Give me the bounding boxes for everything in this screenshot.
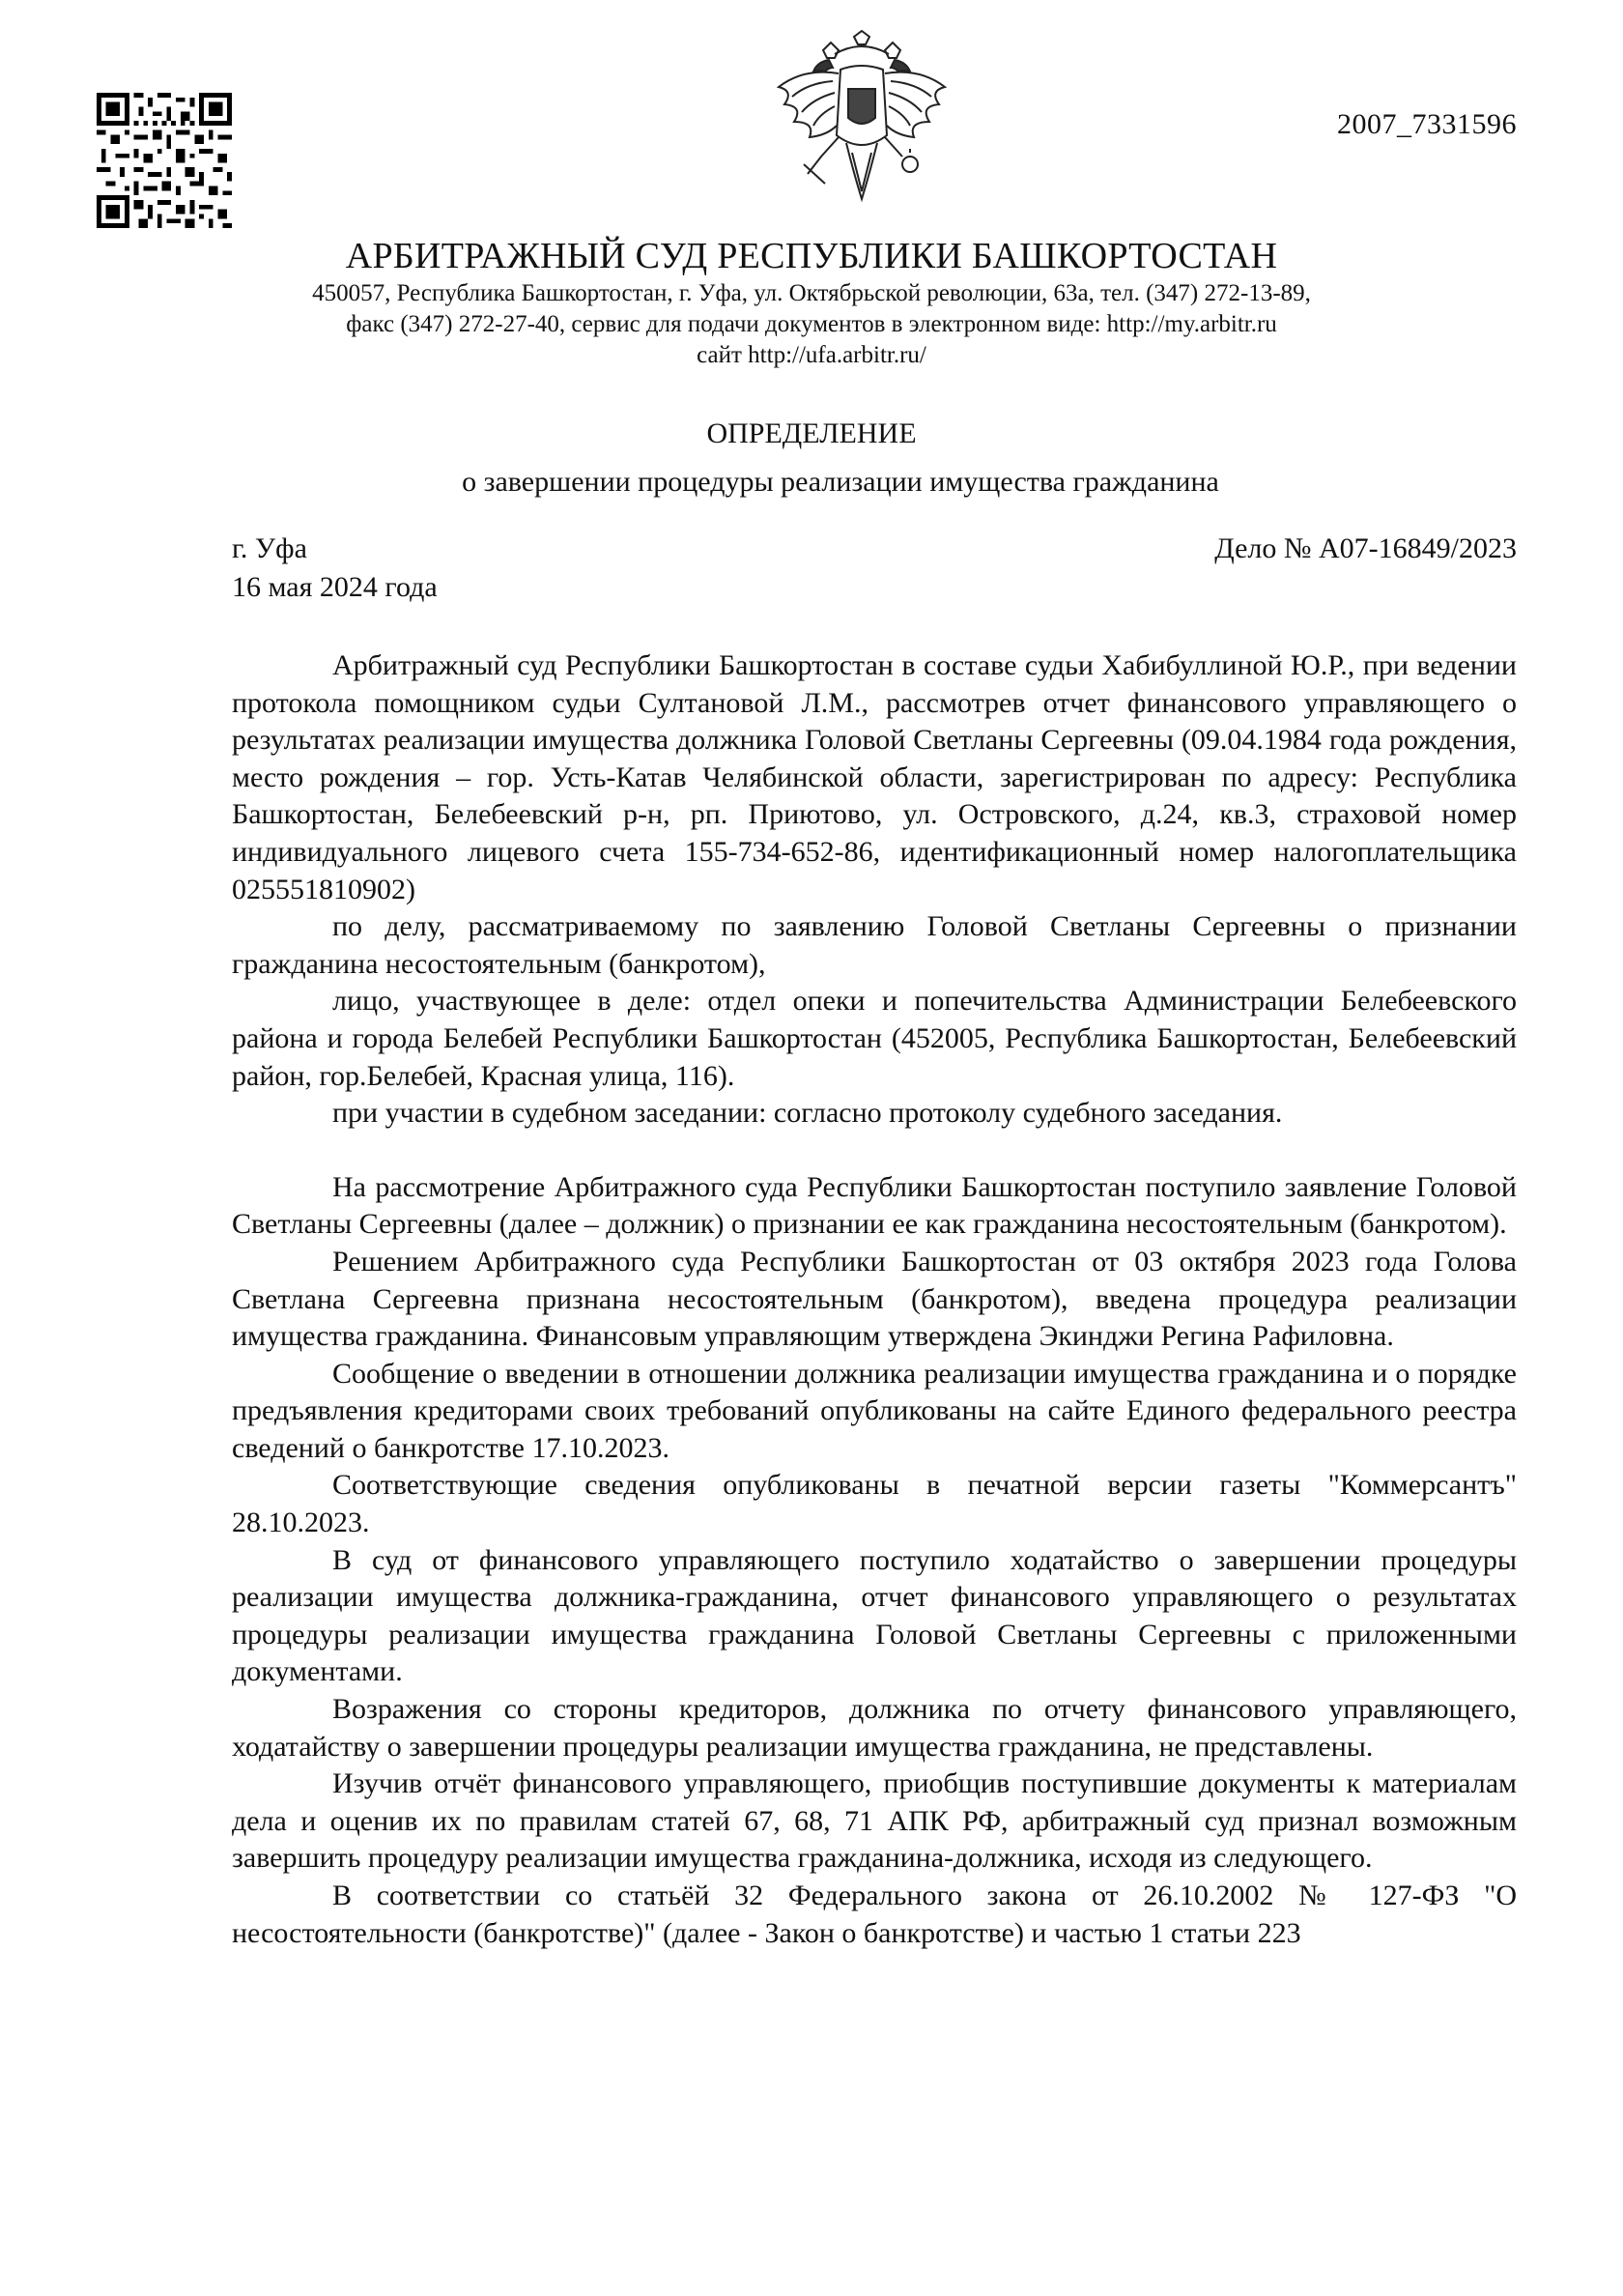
paragraph: На рассмотрение Арбитражного суда Республики Башкортостан поступило заявление Головой Светланы Сергеевны (далее – должник) о признании ее как гражданина несостоятельным (банкротом). [232,1170,1517,1241]
paragraph: Решением Арбитражного суда Республики Башкортостан от 03 октября 2023 года Голова Светлана Сергеевна признана несостоятельным (банкротом), введена процедура реализации имущества гражданина. Финансовым управляющим утверждена Экинджи Регина Рафиловна. [232,1245,1517,1353]
paragraph: лицо, участвующее в деле: отдел опеки и попечительства Администрации Белебеевского района и города Белебей Республики Башкортостан (452005, Республика Башкортостан, Белебеевский район, гор.Белебей, Красная улица, 116). [232,985,1517,1092]
court-website: сайт http://ufa.arbitr.ru/ [697,342,926,368]
document-title-block [0,416,1623,501]
coat-of-arms-icon [765,29,958,213]
document-body [232,647,1517,1952]
paragraph: Соответствующие сведения опубликованы в печатной версии газеты "Коммерсантъ" 28.10.2023. [232,1469,1517,1539]
case-number: Дело № А07-16849/2023 [1214,532,1517,564]
place-date-case-row [232,530,1517,607]
paragraph: по делу, рассматриваемому по заявлению Головой Светланы Сергеевны о признании гражданина несостоятельным (банкротом), [232,910,1517,980]
qr-code [97,93,232,228]
document-title: ОПРЕДЕЛЕНИЕ [706,417,917,449]
paragraph: Изучив отчёт финансового управляющего, приобщив поступившие документы к материалам дела и оценив их по правилам статей 67, 68, 71 АПК РФ, арбитражный суд признал возможным завершить процедуру реализации имущества гражданина-должника, исходя из следующего. [232,1767,1517,1875]
city: г. Уфа [232,532,307,564]
court-header [0,234,1623,371]
paragraph: Возражения со стороны кредиторов, должника по отчету финансового управляющего, ходатайству о завершении процедуры реализации имущества гражданина, не представлены. [232,1693,1517,1763]
paragraph: В соответствии со статьёй 32 Федерального закона от 26.10.2002 № 127-ФЗ "О несостоятельности (банкротстве)" (далее - Закон о банкротстве) и частью 1 статьи 223 [232,1880,1517,1949]
document-subtitle: о завершении процедуры реализации имущества гражданина [462,466,1219,498]
paragraph: при участии в судебном заседании: согласно протоколу судебного заседания. [332,1097,1283,1130]
date: 16 мая 2024 года [232,571,438,603]
paragraph: Сообщение о введении в отношении должника реализации имущества гражданина и о порядке предъявления кредиторами своих требований опубликованы на сайте Единого федерального реестра сведений о банкротстве 17.10.2023. [232,1357,1517,1464]
court-name: АРБИТРАЖНЫЙ СУД РЕСПУБЛИКИ БАШКОРТОСТАН [345,236,1278,276]
court-address-line-1: 450057, Республика Башкортостан, г. Уфа, ул. Октябрьской революции, 63а, тел. (347) 272-13-89, [312,280,1311,306]
paragraph: Арбитражный суд Республики Башкортостан в составе судьи Хабибуллиной Ю.Р., при ведении протокола помощником судьи Султановой Л.М., рассмотрев отчет финансового управляющего о результатах реализации имущества должника Головой Светланы Сергеевны (09.04.1984 года рождения, место рождения – гор. Усть-Катав Челябинской области, зарегистрирован по адресу: Республика Башкортостан, Белебеевский р-н, рп. Приютово, ул. Островского, д.24, кв.3, страховой номер индивидуального лицевого счета 155-734-652-86, идентификационный номер налогоплательщика 025551810902) [232,649,1517,905]
document-number: 2007_7331596 [1337,108,1517,140]
court-address-line-2: факс (347) 272-27-40, сервис для подачи документов в электронном виде: http://my.arbitr.ru [346,311,1277,337]
paragraph: В суд от финансового управляющего поступило ходатайство о завершении процедуры реализации имущества должника-гражданина, отчет финансового управляющего о результатах процедуры реализации имущества гражданина Головой Светланы Сергеевны с приложенными документами. [232,1543,1517,1688]
